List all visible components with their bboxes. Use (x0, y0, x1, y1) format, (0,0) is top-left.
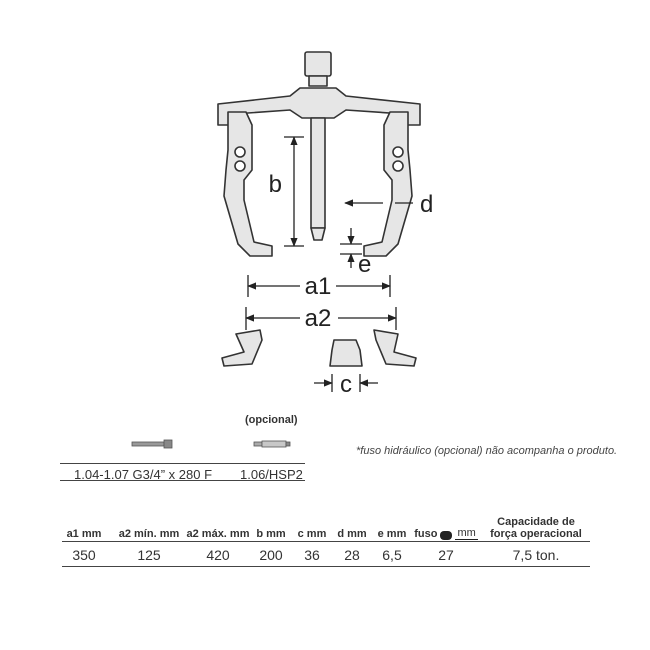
dim-label-a1: a1 (304, 273, 332, 300)
value-b: 200 (259, 547, 283, 563)
value-fuso: 27 (438, 547, 454, 563)
header-a2max: a2 máx. mm (186, 528, 250, 540)
header-capacity-line1: Capacidade de (497, 516, 575, 528)
pressure-screw-icon (252, 436, 292, 452)
optional-note: *fuso hidráulico (opcional) não acompanha o produto. (356, 445, 618, 457)
value-a1: 350 (72, 547, 96, 563)
header-capacity-line2: força operacional (490, 528, 582, 540)
spindle-tip-piece (330, 340, 362, 366)
hex-nut-icon (440, 531, 452, 540)
dim-label-d: d (420, 191, 434, 218)
specs-rule-bottom (62, 566, 590, 567)
value-a2max: 420 (206, 547, 230, 563)
dim-label-a2: a2 (304, 305, 332, 332)
dim-label-c: c (340, 371, 352, 398)
header-fuso-unit: mm (457, 527, 476, 539)
dim-label-b: b (268, 171, 282, 198)
accessory-code-spindle: 1.04-1.07 G3/4” x 280 F (74, 467, 213, 482)
short-jaw-tip-right (374, 330, 416, 366)
header-a2min: a2 mín. mm (118, 528, 180, 540)
header-fuso (412, 514, 480, 540)
accessories-rule-top (60, 463, 305, 464)
accessories-rule-bottom (60, 480, 305, 481)
optional-header: (opcional) (245, 414, 298, 426)
header-e: e mm (377, 528, 407, 540)
value-e: 6,5 (382, 547, 402, 563)
header-fuso-label: fuso (414, 528, 438, 540)
accessory-code-screw: 1.06/HSP2 (240, 467, 303, 482)
short-jaw-tip-left (222, 330, 262, 366)
header-c: c mm (297, 528, 327, 540)
value-a2min: 125 (137, 547, 161, 563)
header-b: b mm (256, 528, 286, 540)
hydraulic-spindle-icon (130, 436, 174, 452)
value-capacity: 7,5 ton. (512, 547, 560, 563)
value-d: 28 (344, 547, 360, 563)
header-a1: a1 mm (66, 528, 102, 540)
value-c: 36 (304, 547, 320, 563)
header-d: d mm (337, 528, 367, 540)
specs-rule-top (62, 541, 590, 542)
header-capacity (482, 514, 590, 540)
dim-label-e: e (358, 251, 372, 278)
